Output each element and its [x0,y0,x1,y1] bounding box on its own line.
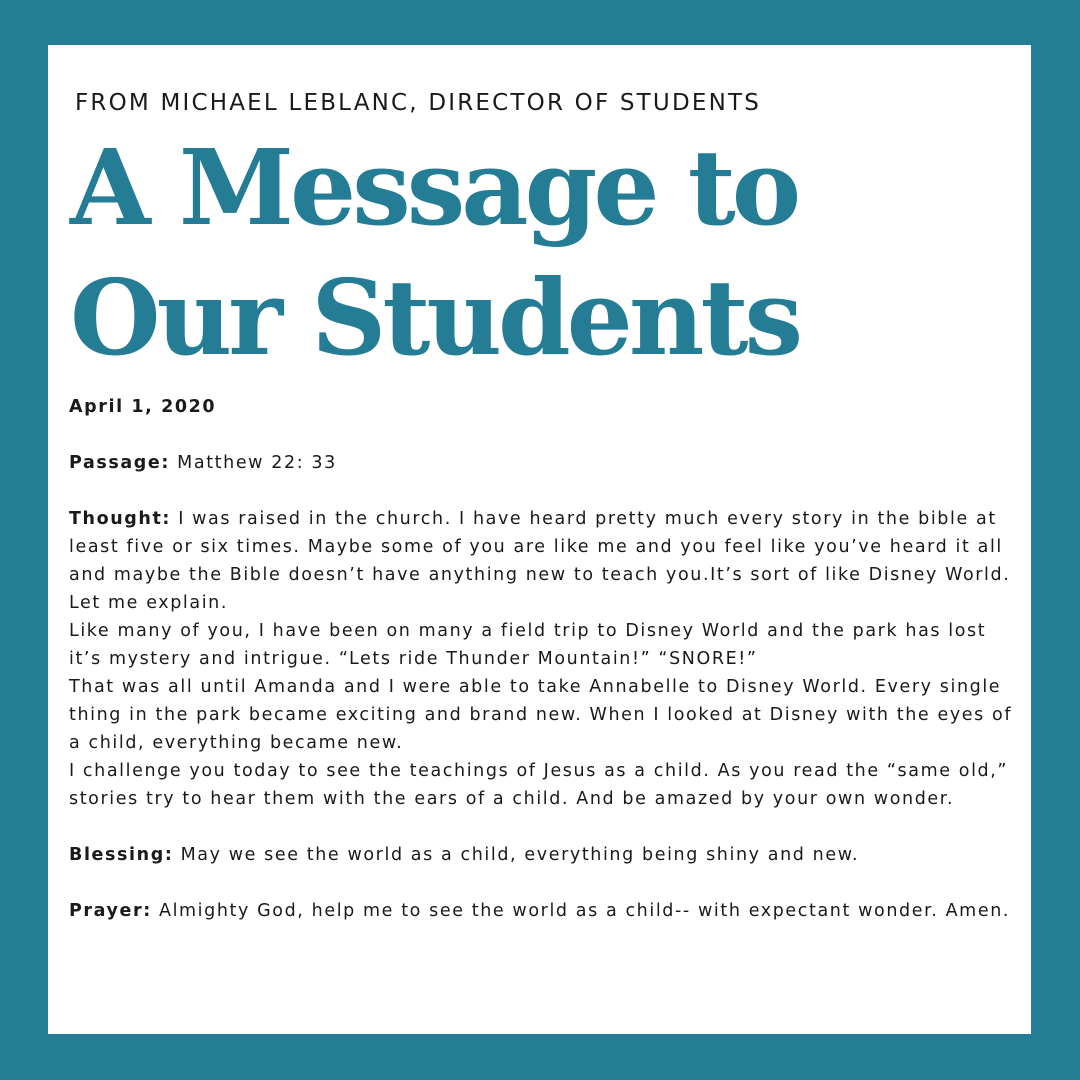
title-line-2: Our Students [70,256,800,379]
thought-label: Thought: [69,509,172,529]
thought-line: I was raised in the church. I have heard pretty much every story in the bible at least five or six times. Maybe some of you are like me and you feel like you’ve heard it all and maybe the Bible doesn’t have anything new to teach you.It’s sort of like Disney World. [69,509,1011,585]
thought-line: That was all until Amanda and I were able to take Annabelle to Disney World. Every single thing in the park became exciting and brand new. When I looked at Disney with the eyes of a child, everything became new. [69,677,1013,753]
message-body [69,393,1014,925]
prayer-label: Prayer: [69,901,152,921]
byline: FROM MICHAEL LEBLANC, DIRECTOR OF STUDENTS [75,90,762,116]
prayer-paragraph [69,897,1014,925]
thought-paragraph [69,505,1014,589]
passage-label: Passage: [69,453,171,473]
date: April 1, 2020 [69,397,217,417]
passage-text: Matthew 22: 33 [170,453,337,473]
prayer-text: Almighty God, help me to see the world as a child-- with expectant wonder. Amen. [151,901,1011,921]
title-line-1: A Message to [70,126,798,249]
thought-line: I challenge you today to see the teachings of Jesus as a child. As you read the “same old,” stories try to hear them with the ears of a child. And be amazed by your own wonder. [69,761,1009,809]
thought-line: Let me explain. [69,593,229,613]
message-card [48,45,1031,1034]
blessing-paragraph [69,841,1014,869]
passage-paragraph [69,449,1014,477]
blessing-text: May we see the world as a child, everything being shiny and new. [173,845,860,865]
thought-line: Like many of you, I have been on many a field trip to Disney World and the park has lost it’s mystery and intrigue. “Lets ride Thunder Mountain!” “SNORE!” [69,621,987,669]
page-title [70,123,799,383]
blessing-label: Blessing: [69,845,174,865]
